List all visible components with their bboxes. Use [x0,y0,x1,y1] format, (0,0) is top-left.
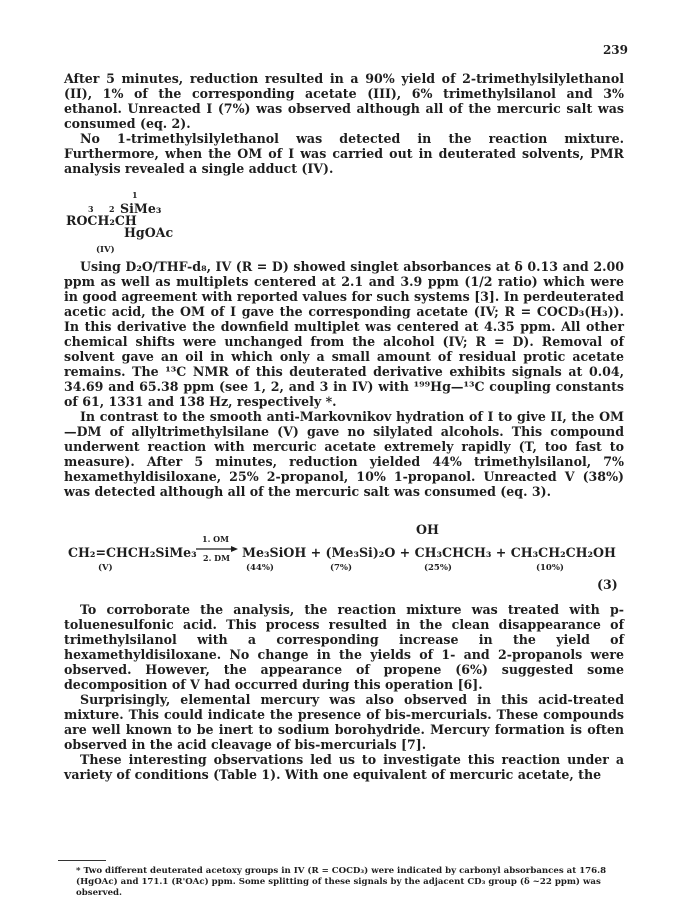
text-block-top [64,71,624,176]
eq3-step-1: 1. OM [202,534,229,544]
text-block-bottom [64,602,624,782]
struct-main-chain: ROCH₂CH [66,213,137,228]
text-block-middle [64,259,624,499]
eq3-label-v: (V) [98,563,113,573]
paragraph-5: To corroborate the analysis, the reaction mixture was treated with p-toluenesulfonic acid. This process resulted in the clean disappearance of trimethylsilanol with a corresponding increase in the yield of hexamethyldisiloxane. No change in the yields of 1- and 2-propanols were observed. However, the appearance of propene (6%) suggested some decomposition of V had occurred during this operation [6]. [64,602,624,692]
paragraph-2: No 1-trimethylsilylethanol was detected in the reaction mixture. Furthermore, when the OM of I was carried out in deuterated solvents, PMR analysis revealed a single adduct (IV). [64,131,624,176]
paragraph-6: Surprisingly, elemental mercury was also observed in this acid-treated mixture. This could indicate the presence of bis-mercurials. These compounds are well known to be inert to sodium borohydride. Mercury formation is often observed in the acid cleavage of bis-mercurials [7]. [64,692,624,752]
paragraph-1: After 5 minutes, reduction resulted in a 90% yield of 2-trimethylsilylethanol (II), 1% of the corresponding acetate (III), 6% trimethylsilanol and 3% ethanol. Unreacted I (7%) was observed although all of the mercuric salt was consumed (eq. 2). [64,71,624,131]
page-number: 239 [602,43,628,57]
eq3-yield-2-propanol: (25%) [424,563,452,573]
eq3-number: (3) [597,577,618,592]
struct-num-1: 1 [132,190,138,200]
paragraph-4: In contrast to the smooth anti-Markovnikov hydration of I to give II, the OM—DM of allyltrimethylsilane (V) gave no silylated alcohols. This compound underwent reaction with mercuric acetate extremely rapidly (T, too fast to measure). After 5 minutes, reduction yielded 44% trimethylsilanol, 7% hexamethyldisiloxane, 25% 2-propanol, 10% 1-propanol. Unreacted V (38%) was detected although all of the mercuric salt was consumed (eq. 3). [64,409,624,499]
eq3-reactant: CH₂=CHCH₂SiMe₃ [68,545,197,560]
eq3-yield-1-propanol: (10%) [536,563,564,573]
paragraph-3: Using D₂O/THF-d₈, IV (R = D) showed singlet absorbances at δ 0.13 and 2.00 ppm as well as multiplets centered at 2.1 and 3.9 ppm (1/2 ratio) which were in good agreement with reported values for such systems [3]. In perdeuterated acetic acid, the OM of I gave the corresponding acetate (IV; R = COCD₃(H₃)). In this derivative the downfield multiplet was centered at 4.35 ppm. All other chemical shifts were unchanged from the alcohol (IV; R = D). Removal of solvent gave an oil in which only a small amount of residual protic acetate remains. The ¹³C NMR of this deuterated derivative exhibits signals at 0.04, 34.69 and 65.38 ppm (see 1, 2, and 3 in IV) with ¹⁹⁹Hg—¹³C coupling constants of 61, 1331 and 138 Hz, respectively *. [64,259,624,409]
struct-num-2: 2 [109,204,115,214]
footnote-rule [58,860,106,861]
eq3-yield-disiloxane: (7%) [330,563,353,573]
struct-num-3: 3 [88,204,94,214]
struct-label: (IV) [96,245,115,255]
footnote [76,866,622,899]
eq3-step-2: 2. DM [203,553,230,563]
eq3-reaction-arrow [196,546,238,552]
footnote-text: * Two different deuterated acetoxy groups in IV (R = COCD₃) were indicated by carbonyl absorbances at 176.8 (HgOAc) and 171.1 (R'OAc) ppm. Some splitting of these signals by the adjacent CD₃ group (δ ~22 ppm) was observed. [76,866,607,898]
eq3-hydroxyl: OH [416,522,439,537]
eq3-products: Me₃SiOH + (Me₃Si)₂O + CH₃CHCH₃ + CH₃CH₂CH₂OH [242,545,616,560]
struct-upper-substituent: SiMe₃ [120,201,162,216]
paragraph-7: These interesting observations led us to investigate this reaction under a variety of conditions (Table 1). With one equivalent of mercuric acetate, the [64,752,624,782]
eq3-yield-trimethylsilanol: (44%) [246,563,274,573]
struct-lower-substituent: HgOAc [124,225,174,240]
